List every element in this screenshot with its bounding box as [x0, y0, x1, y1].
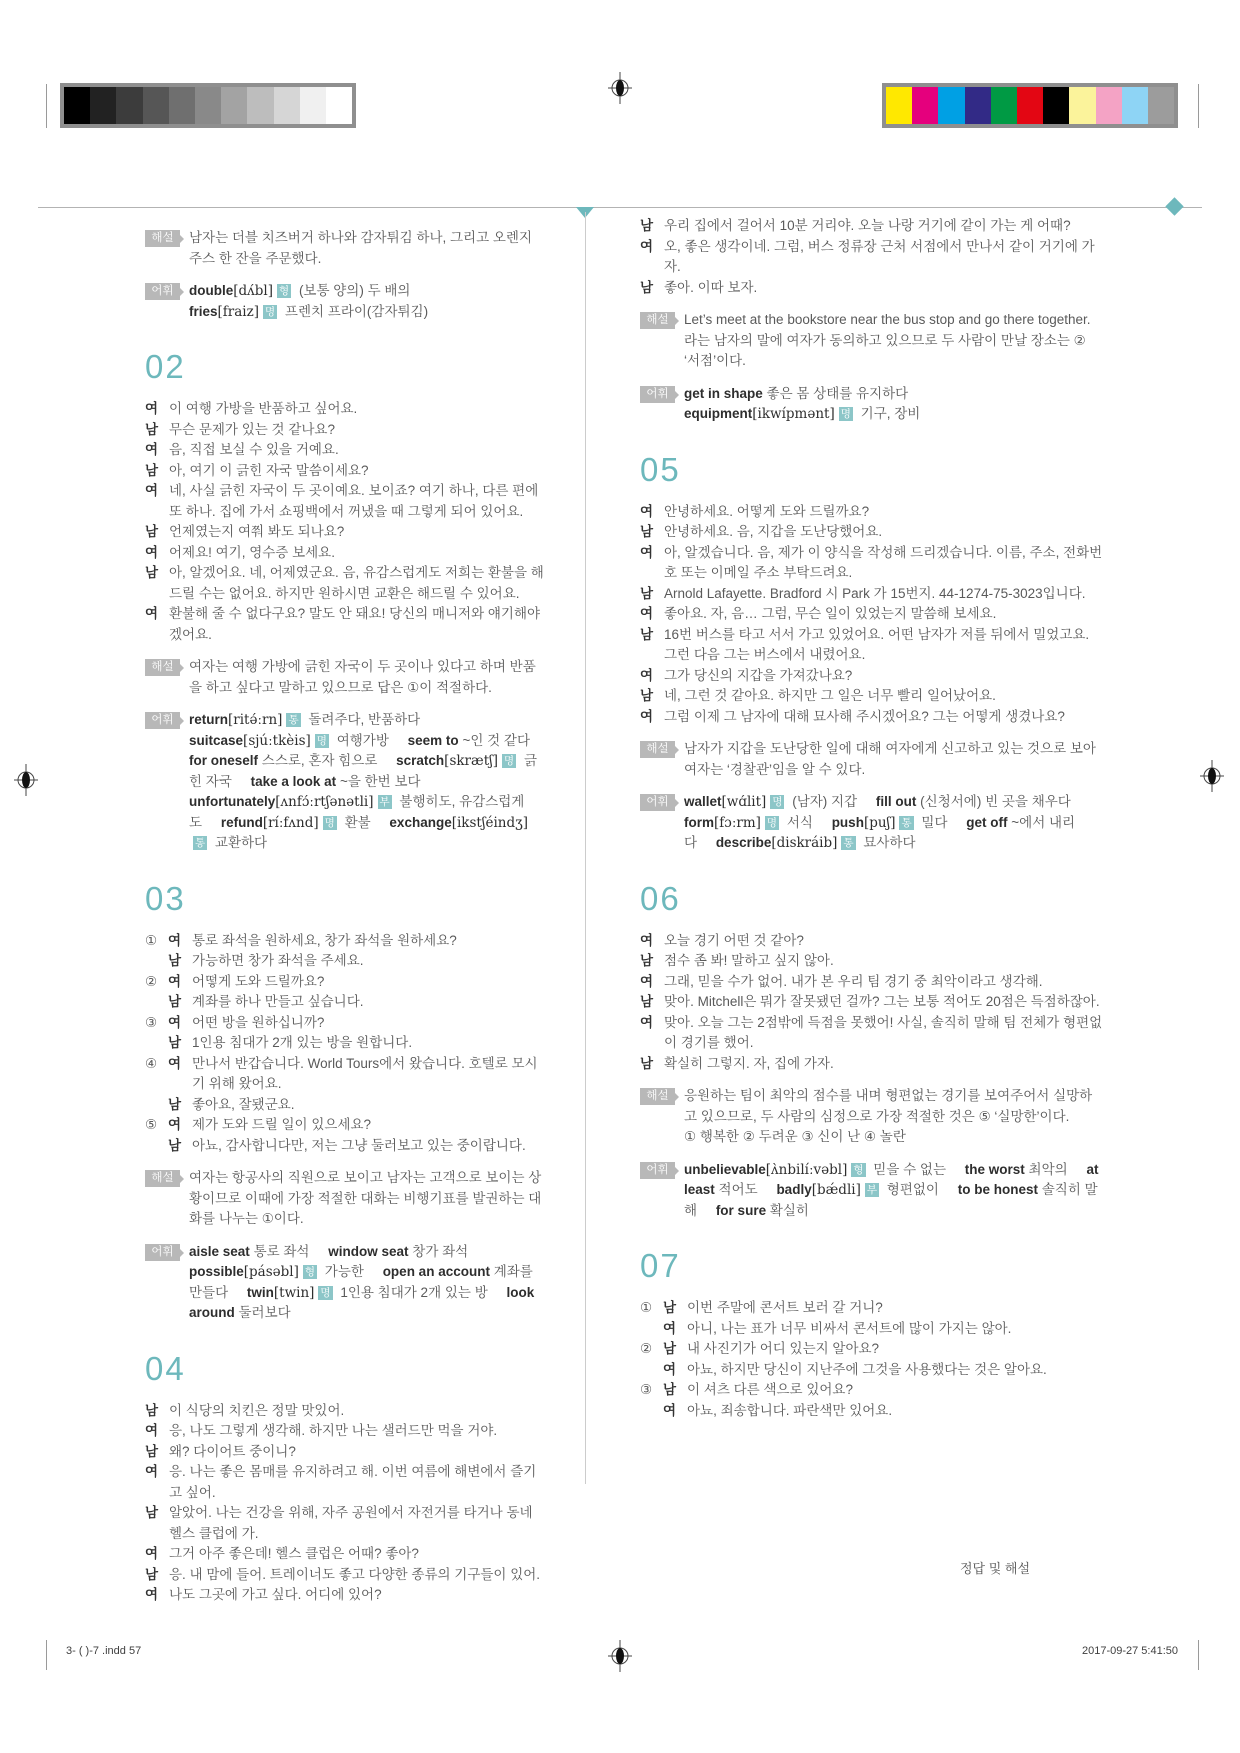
dialogue-line: 남 이 식당의 치킨은 정말 맛있어. — [145, 1402, 345, 1418]
vocab-entry: get off ~에서 내리다 — [684, 814, 1076, 850]
dialogue-line: 여 그럼 이제 그 남자에 대해 묘사해 주시겠어요? 그는 어떻게 생겼나요? — [640, 708, 1065, 724]
calibration-swatch — [195, 87, 221, 124]
section-07 — [640, 1249, 1103, 1421]
dialogue-line: 남 확실히 그렇지. 자, 집에 가자. — [640, 1055, 834, 1071]
dialogue-line: 여 안녕하세요. 어떻게 도와 드릴까요? — [640, 503, 870, 519]
vocab-label: 어휘 — [145, 1244, 180, 1261]
vocab-entry: unbelievable[ʌ̀nbilíːvəbl] 형 믿을 수 없는 — [684, 1161, 946, 1178]
calibration-swatch — [221, 87, 247, 124]
dialogue-line: ① 여 통로 좌석을 원하세요, 창가 좌석을 원하세요? — [145, 932, 457, 948]
dialogue-line: 여 음, 직접 보실 수 있을 거예요. — [145, 442, 339, 457]
vocab-entry: open an account 계좌를 만들다 — [189, 1264, 533, 1300]
vocab-block — [640, 792, 1103, 854]
column-divider — [585, 212, 586, 1484]
calibration-swatch — [326, 87, 352, 124]
explain-label: 해설 — [145, 1170, 180, 1187]
vocab-entry: fill out (신청서에) 빈 곳을 채우다 — [875, 794, 1071, 809]
dialogue-line: 여 응. 나는 좋은 몸매를 유지하려고 해. 이번 여름에 해변에서 즐기고 싶어. — [145, 1464, 537, 1500]
vocab-label: 어휘 — [145, 712, 180, 729]
calibration-swatch — [247, 87, 273, 124]
vocab-entry: double[dʌ́bl] 형 (보통 양의) 두 배의 — [189, 283, 411, 299]
vocab-block — [640, 384, 1103, 425]
print-filename: 3- ( )-7 .indd 57 — [66, 1645, 142, 1657]
dialogue-line: 남 16번 버스를 타고 서서 가고 있었어요. 어떤 남자가 저를 뒤에서 밀었고요. 그런 다음 그는 버스에서 내렸어요. — [640, 626, 1090, 662]
calibration-swatch — [64, 87, 90, 124]
vocab-entry: the worst 최악의 — [964, 1161, 1068, 1177]
vocab-list — [684, 384, 1103, 425]
vocab-entry: wallet[wɑ́lit] 명 (남자) 지갑 — [684, 794, 858, 810]
vocab-entry: look around 둘러보다 — [189, 1284, 535, 1320]
vocab-label: 어휘 — [640, 1162, 675, 1179]
vocab-entry: seem to ~인 것 같다 — [407, 732, 530, 748]
vocab-label: 어휘 — [145, 283, 180, 300]
crop-mark — [1198, 84, 1199, 128]
registration-mark-icon — [14, 764, 38, 796]
left-column — [145, 216, 547, 1606]
vocab-list — [189, 1242, 547, 1324]
explain-label: 해설 — [145, 230, 180, 247]
dialogue-line: 여 환불해 줄 수 없다구요? 말도 안 돼요! 당신의 매니저와 얘기해야겠어요. — [145, 606, 541, 642]
vocab-entry: suitcase[sjúːtkèis] 명 여행가방 — [189, 732, 389, 749]
dialogue-line: 남 아, 알겠어요. 네, 어제였군요. 음, 유감스럽게도 저희는 환불을 해드릴 수는 없어요. 하지만 원하시면 교환은 해드릴 수 있어요. — [145, 565, 544, 601]
explain-block — [145, 1168, 547, 1230]
explain-text: Let’s meet at the bookstore near the bus stop and go there together.라는 남자의 말에 여자가 동의하고 있으므로 두 사람이 만날 장소는 ② ‘서점’이다. — [684, 312, 1091, 368]
vocab-entry: window seat 창가 좌석 — [328, 1243, 469, 1259]
vocab-entry: unfortunately[ʌnfɔ́ːrtʃənətli] 부 불행히도, 유감스럽게도 — [189, 794, 525, 830]
explain-text: 남자는 더블 치즈버거 하나와 감자튀김 하나, 그리고 오렌지 주스 한 잔을 주문했다. — [189, 230, 532, 266]
section-number: 05 — [640, 450, 681, 488]
vocab-entry: exchange[ikstʃéindʒ]통 교환하다 — [195, 814, 529, 850]
dialogue-line: 여 아뇨, 하지만 당신이 지난주에 그것을 사용했다는 것은 알아요. — [663, 1361, 1047, 1377]
dialogue-line: 남 점수 좀 봐! 말하고 싶지 않아. — [640, 953, 834, 968]
vocab-entry: get in shape 좋은 몸 상태를 유지하다 — [684, 385, 909, 401]
vocab-block — [145, 710, 547, 854]
explain-text: 여자는 항공사의 직원으로 보이고 남자는 고객으로 보이는 상황이므로 이때에 가장 적절한 대화는 비행기표를 발권하는 대화를 나누는 ①이다. — [189, 1170, 542, 1226]
explain-block — [145, 228, 547, 269]
section-06 — [640, 879, 1103, 1222]
dialogue-line: ⑤ 여 제가 도와 드릴 일이 있으세요? — [145, 1117, 372, 1132]
dialogue-line: 여 아니, 나는 표가 너무 비싸서 콘서트에 많이 가지는 않아. — [663, 1320, 1012, 1336]
explain-block — [145, 657, 547, 698]
vocab-list — [684, 1160, 1103, 1222]
vocab-entry: form[fɔːrm] 명 서식 — [684, 814, 813, 831]
explain-block — [640, 310, 1103, 372]
dialogue-line: 남 아뇨, 감사합니다만, 저는 그냥 둘러보고 있는 중이랍니다. — [168, 1137, 526, 1153]
vocab-entry: return[ritə́ːrn] 통 돌려주다, 반품하다 — [189, 712, 421, 728]
dialogue-line: 남 맞아. Mitchell은 뭐가 잘못됐던 걸까? 그는 보통 적어도 20점은 득점하잖아. — [640, 994, 1100, 1009]
dialogue-line: 여 이 여행 가방을 반품하고 싶어요. — [145, 401, 358, 416]
vocab-entry: aisle seat 통로 좌석 — [189, 1243, 310, 1259]
registration-mark-icon — [608, 72, 632, 104]
registration-mark-icon — [1200, 760, 1224, 792]
calibration-swatch — [886, 87, 912, 124]
dialogue-line: ③ 여 어떤 방을 원하십니까? — [145, 1014, 325, 1030]
dialogue-line: 여 오늘 경기 어떤 것 같아? — [640, 932, 804, 948]
dialogue-line: ④ 여 만나서 반갑습니다. World Tours에서 왔습니다. 호텔로 모시기 위해 왔어요. — [145, 1055, 538, 1091]
explain-label: 해설 — [640, 741, 675, 758]
right-column — [640, 216, 1103, 1421]
section-03 — [145, 879, 547, 1324]
vocab-entry: at least 적어도 — [684, 1161, 1099, 1197]
calibration-swatch — [991, 87, 1017, 124]
vocab-entry: describe[diskráib] 통 묘사하다 — [715, 835, 916, 851]
dialogue-line: 남 1인용 침대가 2개 있는 방을 원합니다. — [168, 1035, 413, 1050]
section-04-continued — [640, 216, 1103, 425]
vocab-list — [684, 792, 1103, 854]
dialogue-line: 여 오, 좋은 생각이네. 그럼, 버스 정류장 근처 서점에서 만나서 같이 거기에 가자. — [640, 238, 1095, 274]
dialogue-line: 남 우리 집에서 걸어서 10분 거리야. 오늘 나랑 거기에 같이 가는 게 어때? — [640, 218, 1071, 233]
dialogue-line: 여 그거 아주 좋은데! 헬스 클럽은 어때? 좋아? — [145, 1546, 419, 1561]
calibration-swatch — [116, 87, 142, 124]
explain-block — [640, 739, 1103, 780]
dialogue-line: 남 계좌를 하나 만들고 싶습니다. — [168, 994, 364, 1009]
vocab-entry: badly[bǽdli] 부 형편없이 — [776, 1182, 939, 1198]
section-number: 03 — [145, 879, 186, 917]
dialogue-line: 여 아뇨, 죄송합니다. 파란색만 있어요. — [663, 1402, 893, 1418]
page-label: 정답 및 해설 — [960, 1561, 1031, 1576]
vocab-entry: twin[twin] 명 1인용 침대가 2개 있는 방 — [246, 1284, 488, 1301]
vocab-block — [640, 1160, 1103, 1222]
calibration-swatch — [938, 87, 964, 124]
explain-text: 남자가 지갑을 도난당한 일에 대해 여자에게 신고하고 있는 것으로 보아 여자는 ‘경찰관’임을 알 수 있다. — [684, 741, 1096, 777]
dialogue-line: 남 아, 여기 이 긁힌 자국 말씀이세요? — [145, 462, 369, 478]
calibration-swatch — [912, 87, 938, 124]
dialogue-line: 여 그가 당신의 지갑을 가져갔나요? — [640, 667, 853, 683]
dialogue-line: 남 무슨 문제가 있는 것 같나요? — [145, 421, 335, 437]
dialogue-line: 여 나도 그곳에 가고 싶다. 어디에 있어? — [145, 1587, 382, 1602]
explain-label: 해설 — [145, 659, 180, 676]
dialogue-line: ② 남 내 사진기가 어디 있는지 알아요? — [640, 1341, 880, 1356]
explain-text: 여자는 여행 가방에 긁힌 자국이 두 곳이나 있다고 하며 반품을 하고 싶다고 말하고 있으므로 답은 ①이 적절하다. — [189, 659, 536, 695]
calibration-swatch — [90, 87, 116, 124]
vocab-entry: scratch[skrætʃ] 명 긁힌 자국 — [189, 753, 538, 789]
vocab-entry: fries[fraiz] 명 프렌치 프라이(감자튀김) — [189, 303, 429, 320]
vocab-list — [189, 281, 547, 322]
diamond-marker — [1165, 197, 1183, 215]
calibration-swatch — [300, 87, 326, 124]
vocab-label: 어휘 — [640, 794, 675, 811]
vocab-entry: equipment[ikwípmənt] 명 기구, 장비 — [684, 406, 921, 422]
calibration-swatch — [965, 87, 991, 124]
vocab-label: 어휘 — [640, 386, 675, 403]
vocab-entry: possible[pásəbl] 형 가능한 — [189, 1264, 364, 1280]
vocab-list — [189, 710, 547, 854]
section-02 — [145, 350, 547, 854]
crop-mark — [1198, 1640, 1199, 1670]
dialogue-line: 여 응, 나도 그렇게 생각해. 하지만 나는 샐러드만 먹을 거야. — [145, 1423, 498, 1438]
dialogue-line: 남 네, 그런 것 같아요. 하지만 그 일은 너무 빨리 일어났어요. — [640, 688, 996, 703]
print-timestamp: 2017-09-27 5:41:50 — [1081, 1645, 1178, 1657]
explain-text: 응원하는 팀이 최악의 점수를 내며 형편없는 경기를 보여주어서 실망하고 있으므로, 두 사람의 심정으로 가장 적절한 것은 ⑤ ‘실망한’이다. ① 행복한 ② 두려운 ③ 신이 난 ④ 놀란 — [684, 1086, 1103, 1148]
calibration-swatch — [1096, 87, 1122, 124]
vocab-entry: for oneself 스스로, 혼자 힘으로 — [189, 753, 378, 768]
calibration-swatch — [143, 87, 169, 124]
dialogue-line: 남 좋아. 이따 보자. — [640, 279, 758, 295]
section-number: 06 — [640, 879, 681, 917]
calibration-swatch — [274, 87, 300, 124]
dialogue-line: 남 좋아요, 잘됐군요. — [168, 1096, 295, 1112]
dialogue-line: ③ 남 이 셔츠 다른 색으로 있어요? — [640, 1382, 853, 1397]
vocab-entry: take a look at ~을 한번 보다 — [250, 773, 421, 789]
section-number: 02 — [145, 348, 186, 385]
dialogue-line: 남 언제였는지 여쭤 봐도 되나요? — [145, 524, 345, 539]
calibration-swatch — [1122, 87, 1148, 124]
crop-mark — [46, 84, 47, 128]
dialogue-line: 여 좋아요. 자, 음… 그럼, 무슨 일이 있었는지 말씀해 보세요. — [640, 606, 997, 621]
header-rule — [38, 207, 1202, 208]
vocab-entry: to be honest 솔직히 말해 — [684, 1182, 1098, 1218]
dialogue-line: 여 아, 알겠습니다. 음, 제가 이 양식을 작성해 드리겠습니다. 이름, 주소, 전화번호 또는 이메일 주소 부탁드려요. — [640, 544, 1103, 580]
dialogue-line: 여 네, 사실 긁힌 자국이 두 곳이예요. 보이죠? 여기 하나, 다른 편에 또 하나. 집에 가서 쇼핑백에서 꺼냈을 때 그렇게 되어 있어요. — [145, 483, 539, 519]
calibration-swatch — [169, 87, 195, 124]
dialogue-line: 남 안녕하세요. 음, 지갑을 도난당했어요. — [640, 524, 883, 539]
crop-mark — [46, 1640, 47, 1670]
dialogue-line: 여 어제요! 여기, 영수증 보세요. — [145, 544, 335, 560]
calibration-swatch — [1017, 87, 1043, 124]
calibration-swatch — [1148, 87, 1174, 124]
vocab-block — [145, 1242, 547, 1324]
section-04 — [145, 1349, 547, 1606]
dialogue-line: ① 남 이번 주말에 콘서트 보러 갈 거니? — [640, 1300, 883, 1315]
vocab-block — [145, 281, 547, 322]
dialogue-line: 남 알았어. 나는 건강을 위해, 자주 공원에서 자전거를 타거나 동네 헬스 클럽에 가. — [145, 1505, 533, 1541]
section-05 — [640, 450, 1103, 854]
answer-options: ① 행복한 ② 두려운 ③ 신이 난 ④ 놀란 — [684, 1129, 906, 1144]
dialogue-line: 남 가능하면 창가 좌석을 주세요. — [168, 953, 364, 968]
calibration-swatch — [1043, 87, 1069, 124]
dialogue-line: 여 맞아. 오늘 그는 2점밖에 득점을 못했어! 사실, 솔직히 말해 팀 전체가 형편없이 경기를 했어. — [640, 1014, 1103, 1050]
explain-block — [640, 1086, 1103, 1148]
color-calibration-bar — [882, 83, 1178, 128]
dialogue-line: 여 그래, 믿을 수가 없어. 내가 본 우리 팀 경기 중 최악이라고 생각해. — [640, 973, 1043, 989]
vocab-entry: for sure 확실히 — [715, 1202, 809, 1218]
vocab-entry: refund[ríːfʌnd] 명 환불 — [220, 814, 371, 831]
registration-mark-icon — [608, 1640, 632, 1672]
explain-label: 해설 — [640, 1088, 675, 1105]
vocab-entry: push[puʃ] 통 밀다 — [831, 814, 948, 831]
explain-label: 해설 — [640, 312, 675, 329]
grayscale-calibration-bar — [60, 83, 356, 128]
dialogue-line: 남 Arnold Lafayette. Bradford 시 Park 가 15번지. 44-1274-75-3023입니다. — [640, 585, 1086, 601]
section-number: 07 — [640, 1247, 681, 1284]
dialogue-line: 남 왜? 다이어트 중이니? — [145, 1443, 296, 1459]
calibration-swatch — [1069, 87, 1095, 124]
dialogue-line: 남 응. 내 맘에 들어. 트레이너도 좋고 다양한 종류의 기구들이 있어. — [145, 1566, 541, 1582]
section-number: 04 — [145, 1349, 186, 1387]
dialogue-line: ② 여 어떻게 도와 드릴까요? — [145, 973, 325, 989]
